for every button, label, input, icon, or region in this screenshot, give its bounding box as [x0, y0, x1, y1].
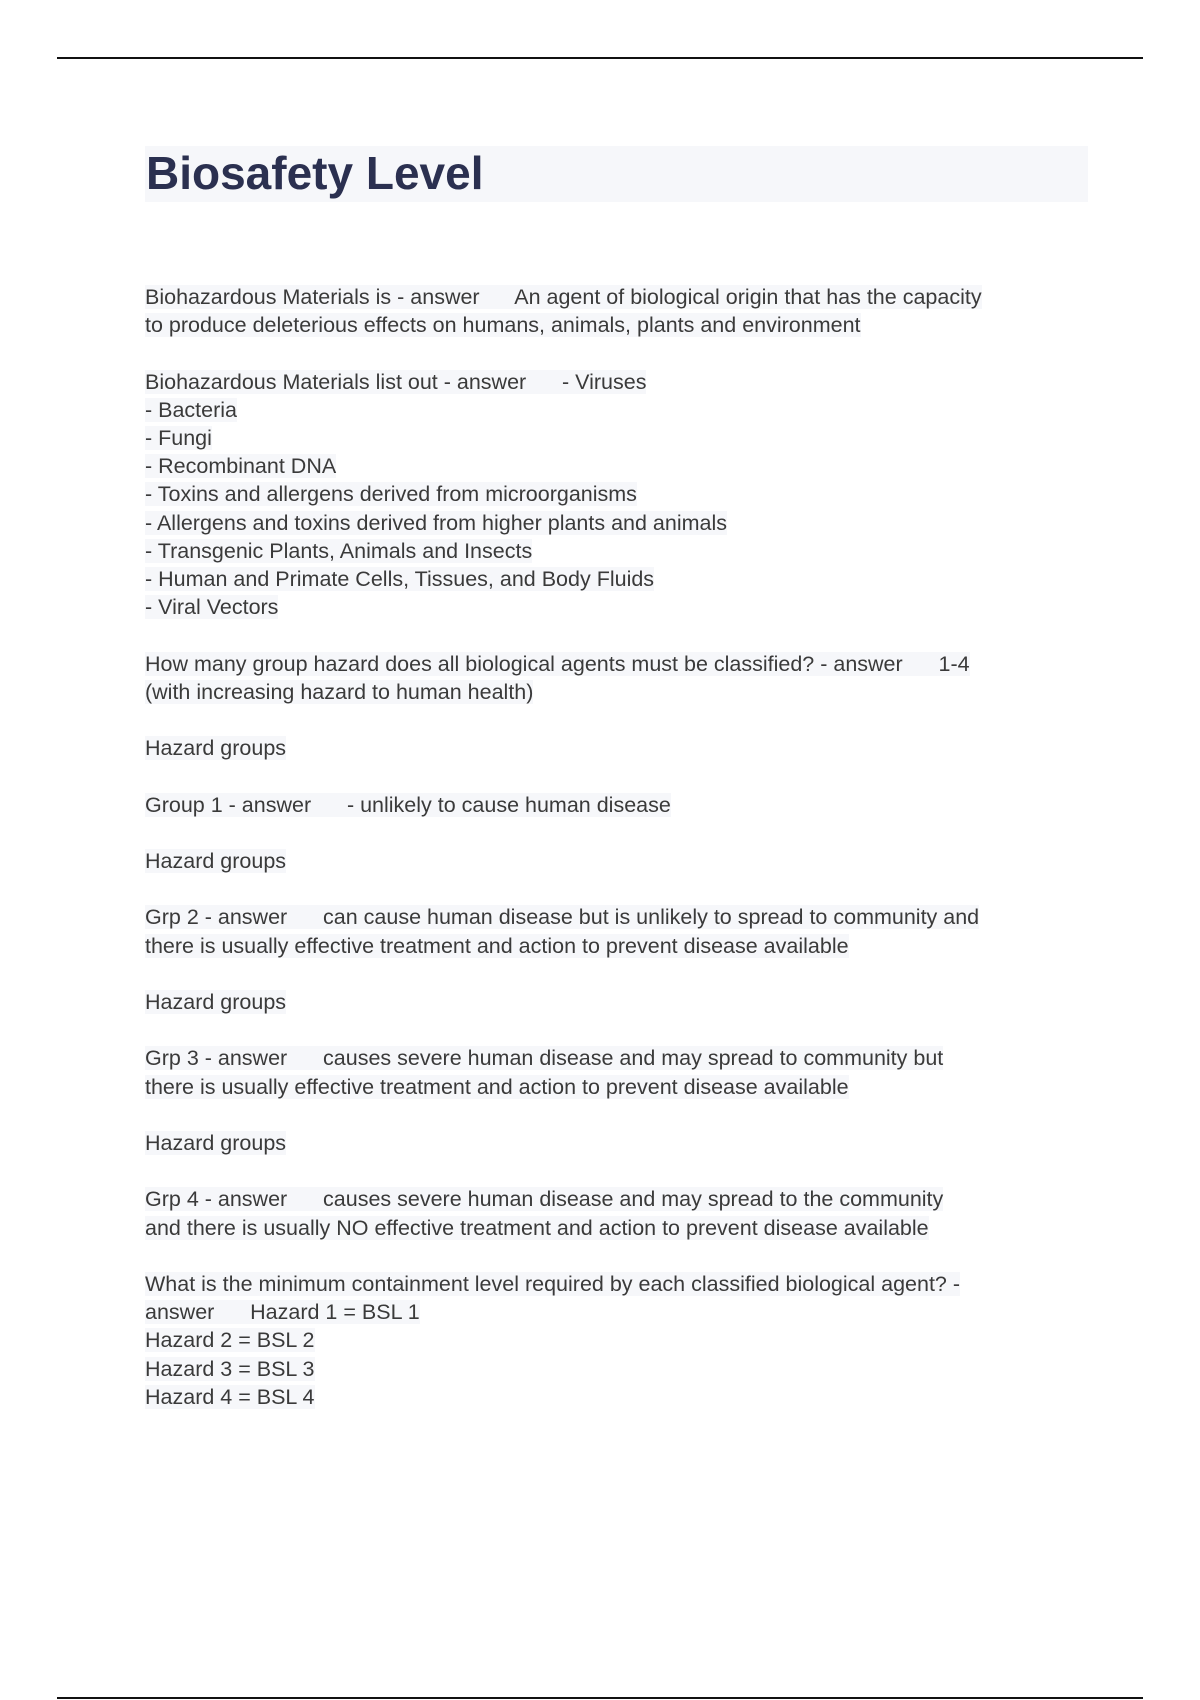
qa-paragraph: [145, 283, 1095, 339]
text-line-content: Hazard 3 = BSL 3: [145, 1356, 315, 1381]
text-line-content: there is usually effective treatment and action to prevent disease available: [145, 1074, 849, 1099]
text-line: [145, 1044, 1095, 1072]
text-line: [145, 1326, 1095, 1354]
qa-paragraph: [145, 791, 1095, 819]
qa-paragraph: [145, 1185, 1095, 1241]
text-line-content: there is usually effective treatment and action to prevent disease available: [145, 933, 849, 958]
text-line-content: - Allergens and toxins derived from higher plants and animals: [145, 510, 728, 535]
text-line: [145, 903, 1095, 931]
text-line: [145, 396, 1095, 424]
qa-paragraph: [145, 1129, 1095, 1157]
text-line-content: Hazard groups: [145, 736, 287, 761]
text-line-content: Hazard 4 = BSL 4: [145, 1384, 315, 1409]
text-line-content: What is the minimum containment level required by each classified biological agent? -: [145, 1271, 961, 1296]
text-line-content: (with increasing hazard to human health): [145, 679, 534, 704]
text-line-content: answer Hazard 1 = BSL 1: [145, 1300, 420, 1325]
text-line: [145, 847, 1095, 875]
text-line-content: Biohazardous Materials list out - answer - Viruses: [145, 369, 647, 394]
text-line: [145, 1214, 1095, 1242]
qa-paragraph: [145, 903, 1095, 959]
text-line: [145, 678, 1095, 706]
qa-paragraph: [145, 1044, 1095, 1100]
text-line: [145, 734, 1095, 762]
text-line-content: - Transgenic Plants, Animals and Insects: [145, 538, 533, 563]
text-line-content: How many group hazard does all biological agents must be classified? - answer 1-4: [145, 651, 970, 676]
text-line: [145, 650, 1095, 678]
document-body: [145, 283, 1095, 1439]
text-line: [145, 1185, 1095, 1213]
text-line: [145, 565, 1095, 593]
text-line-content: and there is usually NO effective treatment and action to prevent disease available: [145, 1215, 929, 1240]
text-line: [145, 283, 1095, 311]
text-line: [145, 791, 1095, 819]
qa-paragraph: [145, 988, 1095, 1016]
qa-paragraph: [145, 650, 1095, 706]
text-line: [145, 1073, 1095, 1101]
text-line: [145, 311, 1095, 339]
text-line: [145, 452, 1095, 480]
text-line: [145, 509, 1095, 537]
text-line: [145, 1355, 1095, 1383]
text-line: [145, 368, 1095, 396]
text-line-content: to produce deleterious effects on humans, animals, plants and environment: [145, 313, 861, 338]
text-line-content: - Recombinant DNA: [145, 454, 337, 479]
text-line-content: - Human and Primate Cells, Tissues, and Body Fluids: [145, 567, 655, 592]
page-title: Biosafety Level: [146, 147, 484, 199]
text-line: [145, 1129, 1095, 1157]
text-line-content: Hazard 2 = BSL 2: [145, 1328, 315, 1353]
top-rule: [57, 57, 1143, 59]
text-line: [145, 424, 1095, 452]
text-line-content: - Fungi: [145, 426, 212, 450]
text-line: [145, 932, 1095, 960]
text-line: [145, 593, 1095, 621]
text-line-content: Hazard groups: [145, 989, 287, 1014]
text-line-content: Hazard groups: [145, 848, 287, 873]
text-line-content: - Bacteria: [145, 397, 238, 422]
qa-paragraph: [145, 1270, 1095, 1411]
text-line-content: Grp 3 - answer causes severe human disease and may spread to community but: [145, 1046, 944, 1071]
text-line-content: Grp 4 - answer causes severe human disease and may spread to the community: [145, 1187, 944, 1212]
text-line-content: Group 1 - answer - unlikely to cause human disease: [145, 792, 671, 817]
text-line: [145, 1270, 1095, 1298]
text-line-content: - Toxins and allergens derived from microorganisms: [145, 482, 637, 507]
qa-paragraph: [145, 847, 1095, 875]
qa-paragraph: [145, 734, 1095, 762]
text-line: [145, 1383, 1095, 1411]
text-line: [145, 988, 1095, 1016]
text-line: [145, 537, 1095, 565]
text-line-content: Hazard groups: [145, 1130, 287, 1155]
text-line: [145, 480, 1095, 508]
text-line-content: Biohazardous Materials is - answer An agent of biological origin that has the capacity: [145, 285, 982, 309]
text-line-content: - Viral Vectors: [145, 595, 279, 620]
text-line: [145, 1298, 1095, 1326]
text-line-content: Grp 2 - answer can cause human disease but is unlikely to spread to community and: [145, 905, 980, 930]
bottom-rule: [57, 1697, 1143, 1699]
qa-paragraph: [145, 368, 1095, 622]
